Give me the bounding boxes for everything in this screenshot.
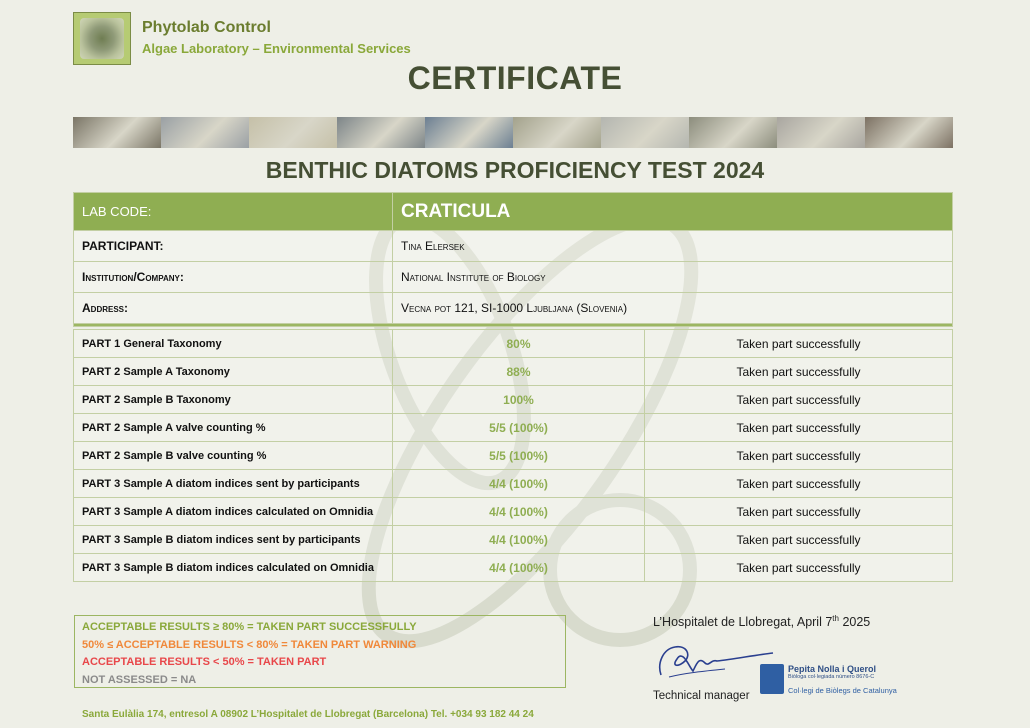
result-status: Taken part successfully [645, 330, 953, 358]
banner-tile [161, 117, 249, 148]
legend-warning: 50% ≤ ACCEPTABLE RESULTS < 80% = TAKEN PART WARNING [82, 638, 417, 651]
banner-tile [689, 117, 777, 148]
seal-college: Col·legi de Biòlegs de Catalunya [788, 686, 897, 695]
result-part: PART 2 Sample B Taxonomy [74, 386, 393, 414]
result-row [74, 358, 953, 386]
results-legend [74, 615, 566, 688]
banner-tile [337, 117, 425, 148]
result-status: Taken part successfully [645, 498, 953, 526]
microscopy-banner [73, 117, 953, 148]
address-label: Address: [74, 293, 393, 324]
result-score: 5/5 (100%) [393, 414, 645, 442]
result-row [74, 554, 953, 582]
banner-tile [601, 117, 689, 148]
participant-label: PARTICIPANT: [74, 231, 393, 262]
result-status: Taken part successfully [645, 526, 953, 554]
institution-value: National Institute of Biology [393, 262, 953, 293]
address-value: Vecna pot 121, SI-1000 Ljubljana (Slovenia) [393, 293, 953, 324]
seal-name: Pepita Nolla i Querol [788, 664, 877, 674]
institution-label: Institution/Company: [74, 262, 393, 293]
result-row [74, 414, 953, 442]
lab-code-value: CRATICULA [393, 193, 953, 231]
legend-na: NOT ASSESSED = NA [82, 673, 197, 686]
company-subtitle: Algae Laboratory – Environmental Services [142, 41, 411, 56]
result-part: PART 2 Sample B valve counting % [74, 442, 393, 470]
result-part: PART 2 Sample A valve counting % [74, 414, 393, 442]
college-seal-icon [760, 664, 784, 694]
banner-tile [777, 117, 865, 148]
lab-code-label: LAB CODE: [74, 193, 393, 231]
participant-info-table [73, 192, 953, 327]
technical-manager-label: Technical manager [653, 690, 750, 702]
result-status: Taken part successfully [645, 470, 953, 498]
result-score: 100% [393, 386, 645, 414]
company-name: Phytolab Control [142, 19, 271, 36]
result-part: PART 3 Sample B diatom indices calculated on Omnidia [74, 554, 393, 582]
result-score: 4/4 (100%) [393, 526, 645, 554]
result-status: Taken part successfully [645, 414, 953, 442]
result-row [74, 330, 953, 358]
result-score: 5/5 (100%) [393, 442, 645, 470]
banner-tile [513, 117, 601, 148]
result-part: PART 1 General Taxonomy [74, 330, 393, 358]
handwritten-signature [655, 637, 775, 683]
result-row [74, 526, 953, 554]
result-status: Taken part successfully [645, 554, 953, 582]
banner-tile [249, 117, 337, 148]
lab-code-row [74, 193, 953, 231]
result-score: 4/4 (100%) [393, 470, 645, 498]
seal-number: Biòloga col·legiada número 8676-C [788, 674, 875, 680]
result-part: PART 3 Sample A diatom indices calculated on Omnidia [74, 498, 393, 526]
test-title: BENTHIC DIATOMS PROFICIENCY TEST 2024 [265, 157, 765, 183]
result-row [74, 386, 953, 414]
result-score: 4/4 (100%) [393, 554, 645, 582]
banner-tile [865, 117, 953, 148]
result-part: PART 2 Sample A Taxonomy [74, 358, 393, 386]
banner-tile [425, 117, 513, 148]
place-date: L’Hospitalet de Llobregat, April 7th 2025 [653, 614, 871, 630]
result-score: 80% [393, 330, 645, 358]
company-logo [73, 12, 131, 65]
participant-row [74, 231, 953, 262]
result-score: 88% [393, 358, 645, 386]
institution-row [74, 262, 953, 293]
footer-address: Santa Eulàlia 174, entresol A 08902 L’Hospitalet de Llobregat (Barcelona) Tel. +034 93 182 44 24 [82, 709, 534, 720]
result-part: PART 3 Sample A diatom indices sent by participants [74, 470, 393, 498]
result-status: Taken part successfully [645, 442, 953, 470]
legend-success: ACCEPTABLE RESULTS ≥ 80% = TAKEN PART SUCCESSFULLY [82, 621, 417, 633]
result-row [74, 470, 953, 498]
result-status: Taken part successfully [645, 386, 953, 414]
result-score: 4/4 (100%) [393, 498, 645, 526]
results-table [73, 329, 953, 582]
result-row [74, 442, 953, 470]
result-part: PART 3 Sample B diatom indices sent by participants [74, 526, 393, 554]
address-row [74, 293, 953, 324]
participant-value: Tina Elersek [393, 231, 953, 262]
certificate-title: CERTIFICATE [407, 60, 623, 96]
result-status: Taken part successfully [645, 358, 953, 386]
result-row [74, 498, 953, 526]
banner-tile [73, 117, 161, 148]
legend-fail: ACCEPTABLE RESULTS < 50% = TAKEN PART [82, 656, 327, 668]
